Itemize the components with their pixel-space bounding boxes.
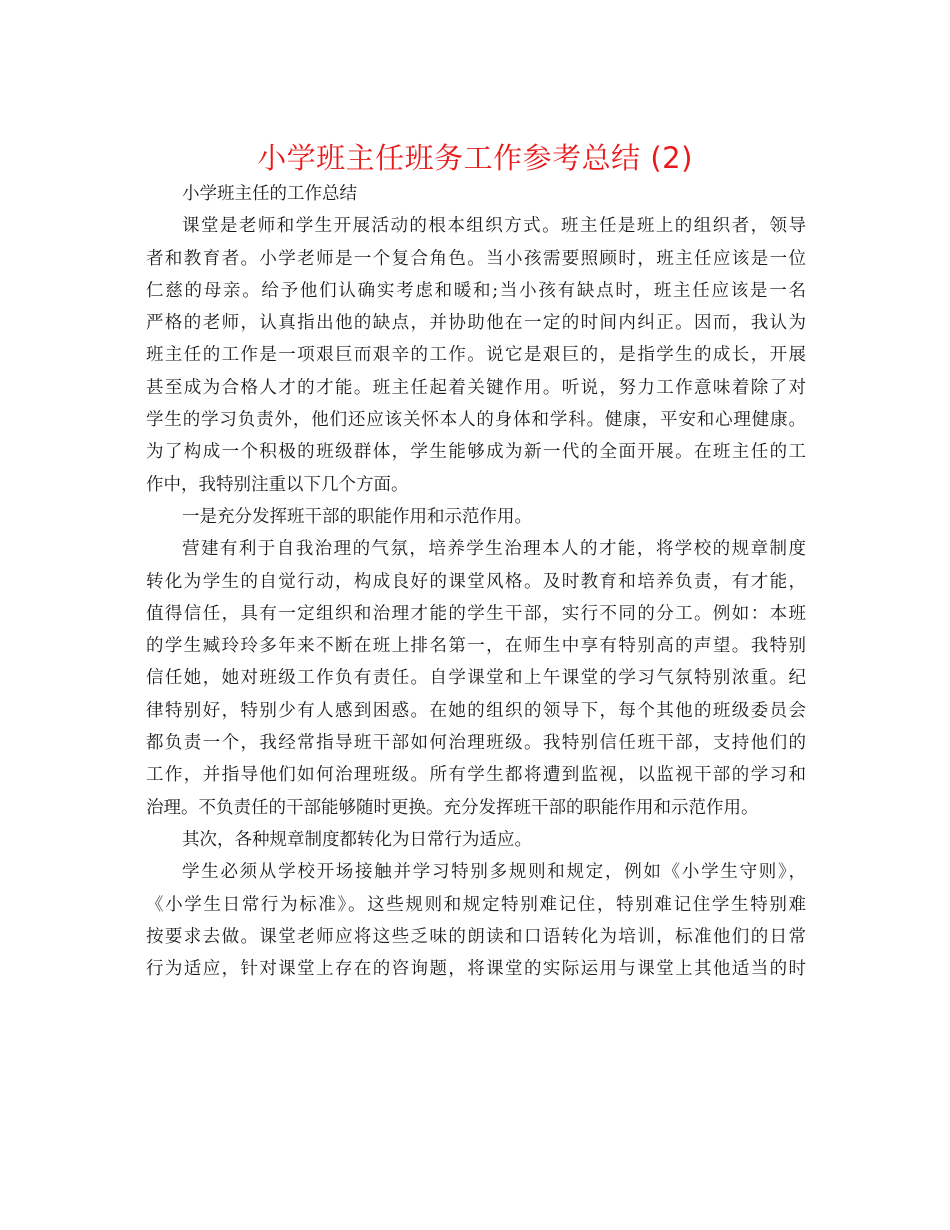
document-body	[146, 178, 806, 985]
body-text-line: 其次，各种规章制度都转化为日常行为适应。	[182, 829, 532, 850]
body-text-line: 小学班主任的工作总结	[182, 184, 357, 204]
body-text-line: 都负责一个，我经常指导班干部如何治理班级。我特别信任班干部，支持他们的	[146, 733, 806, 754]
body-text-line: 转化为学生的自觉行动，构成良好的课堂风格。及时教育和培养负责，有才能，	[146, 571, 806, 592]
body-text-line: 学生的学习负责外，他们还应该关怀本人的身体和学科。健康，平安和心理健康。	[146, 410, 806, 431]
body-text-line: 学生必须从学校开场接触并学习特别多规则和规定，例如《小学生守则》，	[182, 862, 806, 883]
body-text-line: 的学生臧玲玲多年来不断在班上排名第一，在师生中享有特别高的声望。我特别	[146, 636, 806, 657]
body-text-line: 工作，并指导他们如何治理班级。所有学生都将遭到监视，以监视干部的学习和	[146, 765, 806, 786]
body-text-line: 治理。不负责任的干部能够随时更换。充分发挥班干部的职能作用和示范作用。	[146, 797, 759, 818]
body-text-line: 一是充分发挥班干部的职能作用和示范作用。	[182, 506, 532, 527]
body-text-line: 课堂是老师和学生开展活动的根本组织方式。班主任是班上的组织者，领导	[182, 216, 806, 237]
body-text-line: 信任她，她对班级工作负有责任。自学课堂和上午课堂的学习气氛特别浓重。纪	[146, 668, 806, 689]
body-text-line: 值得信任，具有一定组织和治理才能的学生干部，实行不同的分工。例如：本班	[146, 603, 806, 624]
body-text-line: 《小学生日常行为标准》。这些规则和规定特别难记住，特别难记住学生特别难	[146, 894, 806, 915]
body-text-line: 为了构成一个积极的班级群体，学生能够成为新一代的全面开展。在班主任的工	[146, 442, 806, 463]
body-text-line: 营建有利于自我治理的气氛，培养学生治理本人的才能，将学校的规章制度	[182, 539, 806, 560]
document-title: 小学班主任班务工作参考总结 (2)	[257, 141, 693, 175]
body-text-line: 严格的老师，认真指出他的缺点，并协助他在一定的时间内纠正。因而，我认为	[146, 313, 806, 334]
body-text-line: 律特别好，特别少有人感到困惑。在她的组织的领导下，每个其他的班级委员会	[146, 700, 806, 721]
body-text-line: 者和教育者。小学老师是一个复合角色。当小孩需要照顾时，班主任应该是一位	[146, 248, 806, 269]
body-text-line: 仁慈的母亲。给予他们认确实考虑和暖和;当小孩有缺点时，班主任应该是一名	[146, 280, 806, 301]
body-text-line: 班主任的工作是一项艰巨而艰辛的工作。说它是艰巨的，是指学生的成长，开展	[146, 345, 806, 366]
body-text-line: 甚至成为合格人才的才能。班主任起着关键作用。听说，努力工作意味着除了对	[146, 377, 806, 398]
body-text-line: 行为适应，针对课堂上存在的咨询题，将课堂的实际运用与课堂上其他适当的时	[146, 959, 806, 980]
body-text-line: 按要求去做。课堂老师应将这些乏味的朗读和口语转化为培训，标准他们的日常	[146, 926, 806, 947]
body-text-line: 作中，我特别注重以下几个方面。	[146, 474, 409, 495]
